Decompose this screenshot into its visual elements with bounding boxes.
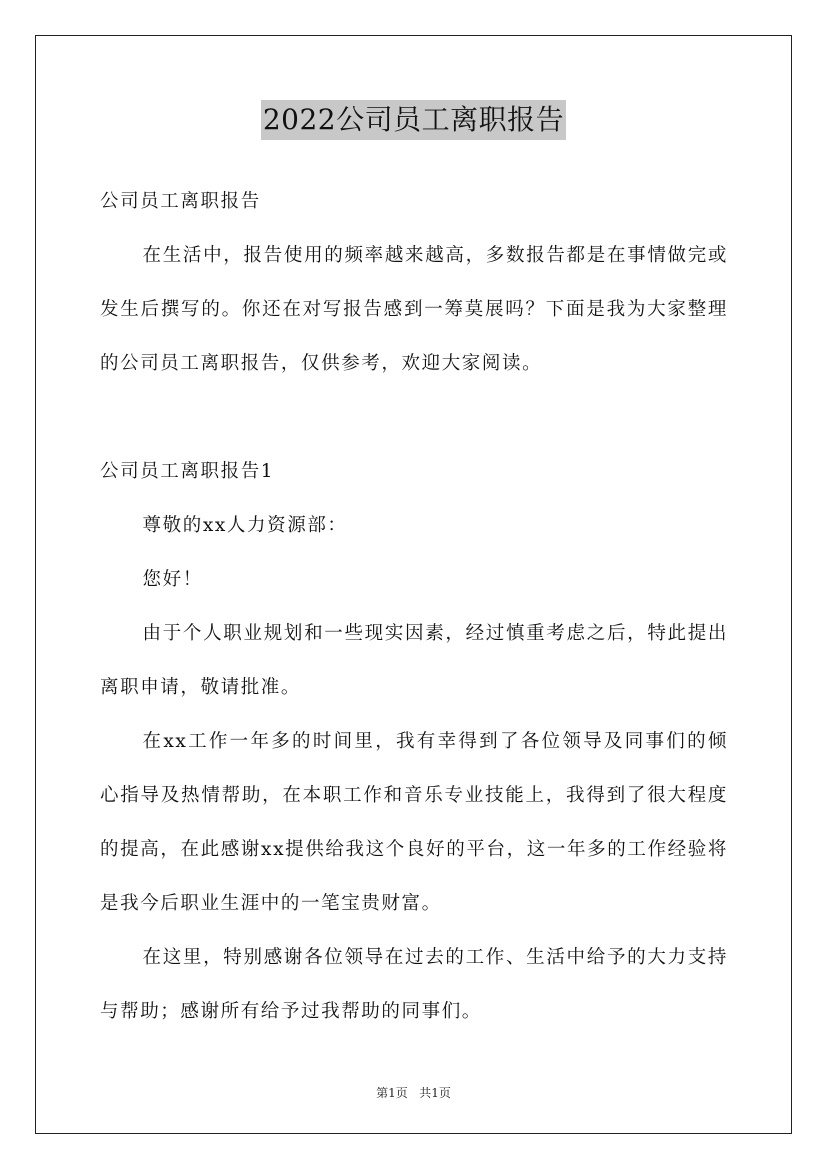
document-body [100, 175, 728, 1039]
title-container [0, 100, 827, 140]
document-title: 2022公司员工离职报告 [261, 100, 566, 140]
greeting: 您好！ [142, 569, 203, 590]
page-total: 共1页 [419, 1086, 451, 1100]
body-paragraph: 由于个人职业规划和一些现实因素，经过慎重考虑之后，特此提出离职申请，敬请批准。 [100, 623, 728, 698]
section-heading: 公司员工离职报告1 [100, 461, 275, 482]
page-number: 第1页 [376, 1086, 408, 1100]
body-paragraph: 在xx工作一年多的时间里，我有幸得到了各位领导及同事们的倾心指导及热情帮助，在本职工作和音乐专业技能上，我得到了很大程度的提高，在此感谢xx提供给我这个良好的平台，这一年多的工作经验将是我今后职业生涯中的一笔宝贵财富。 [100, 731, 728, 914]
body-paragraph: 在这里，特别感谢各位领导在过去的工作、生活中给予的大力支持与帮助；感谢所有给予过我帮助的同事们。 [100, 947, 728, 1022]
intro-paragraph: 在生活中，报告使用的频率越来越高，多数报告都是在事情做完或发生后撰写的。你还在对写报告感到一筹莫展吗？下面是我为大家整理的公司员工离职报告，仅供参考，欢迎大家阅读。 [100, 245, 728, 374]
paragraph-spacer [100, 391, 728, 445]
document-subtitle: 公司员工离职报告 [100, 191, 261, 212]
salutation: 尊敬的xx人力资源部： [142, 515, 348, 536]
page-footer [0, 1085, 827, 1101]
